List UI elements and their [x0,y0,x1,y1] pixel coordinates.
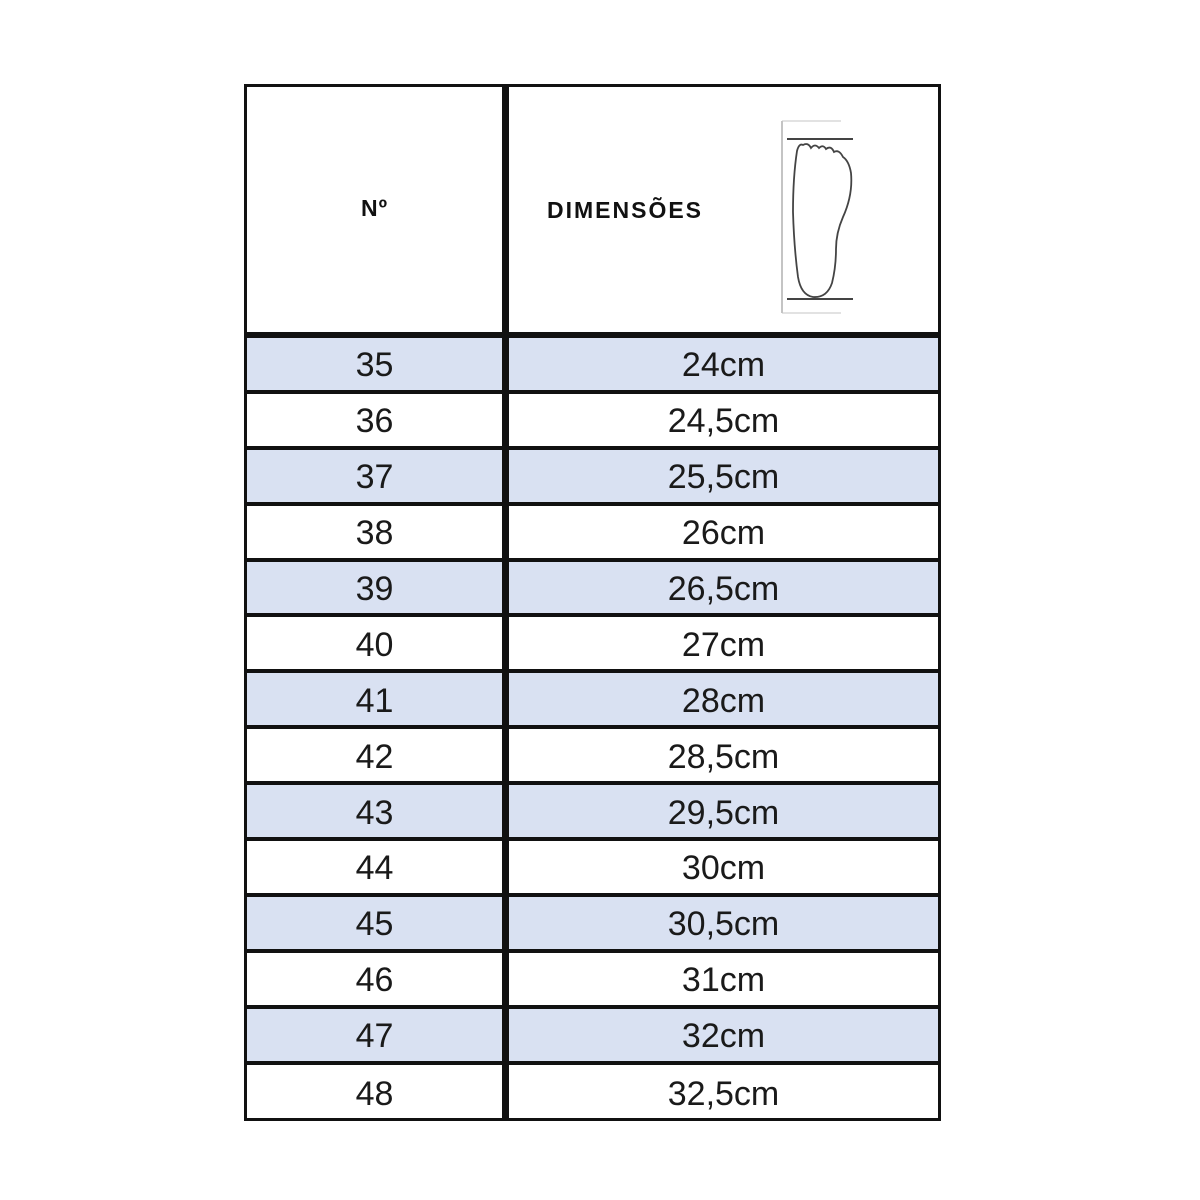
dimension-cell: 26cm [681,514,766,553]
table-row [247,673,938,729]
header-dimensions: DIMENSÕES [547,197,704,223]
dimension-cell: 25,5cm [509,450,938,502]
size-cell: 35 [247,338,502,390]
dimension-cell: 28,5cm [667,737,780,776]
dimension-cell: 27cm [681,625,766,664]
dimension-cell: 29,5cm [509,785,938,837]
size-cell: 40 [355,625,394,664]
table-row [247,1065,938,1121]
dimension-cell: 32,5cm [667,1075,780,1114]
size-cell: 38 [355,514,394,553]
table-header-row [247,87,938,338]
size-chart-table [244,84,941,1121]
dimension-cell: 28cm [509,673,938,725]
foot-length-measure-icon [779,117,857,317]
size-cell: 43 [247,785,502,837]
table-row [247,841,938,897]
size-cell: 47 [247,1009,502,1061]
size-cell: 48 [355,1075,394,1114]
size-cell: 39 [247,562,502,614]
table-row [247,1009,938,1065]
size-cell: 41 [247,673,502,725]
dimension-cell: 24,5cm [667,402,780,441]
table-row [247,785,938,841]
column-divider [502,87,509,1118]
header-number: Nº [360,195,388,221]
dimension-cell: 30,5cm [509,897,938,949]
size-cell: 36 [355,402,394,441]
size-cell: 45 [247,897,502,949]
table-row [247,338,938,394]
dimension-cell: 26,5cm [509,562,938,614]
table-row [247,897,938,953]
size-cell: 46 [355,961,394,1000]
size-cell: 44 [355,849,394,888]
dimension-cell: 30cm [681,849,766,888]
table-row [247,953,938,1009]
dimension-cell: 24cm [509,338,938,390]
table-row [247,617,938,673]
table-row [247,506,938,562]
size-cell: 37 [247,450,502,502]
table-row [247,562,938,618]
table-row [247,729,938,785]
table-row [247,450,938,506]
dimension-cell: 32cm [509,1009,938,1061]
table-row [247,394,938,450]
table-body [247,338,938,1120]
size-cell: 42 [355,737,394,776]
dimension-cell: 31cm [681,961,766,1000]
